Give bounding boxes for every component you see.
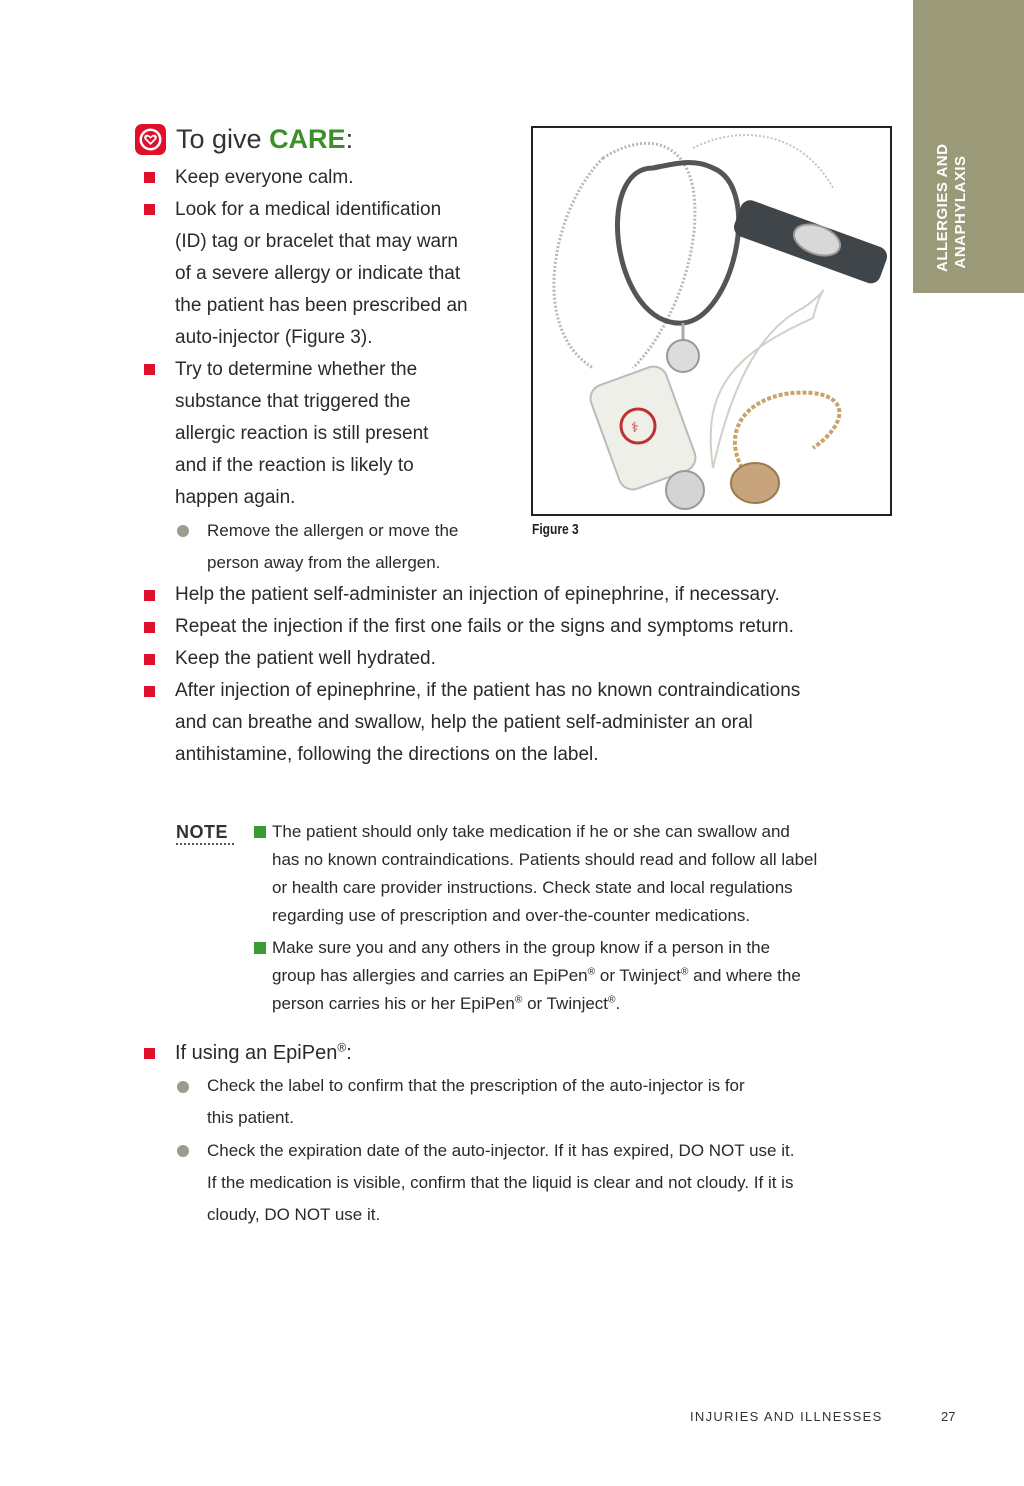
bullet-text: Help the patient self-administer an injection of epinephrine, if necessary. (175, 584, 780, 605)
bullet-text: antihistamine, following the directions on the label. (175, 744, 599, 765)
bullet-square (144, 172, 155, 183)
svg-text:⚕: ⚕ (631, 420, 639, 436)
bullet-text: Keep the patient well hydrated. (175, 648, 436, 669)
sub-bullet-text: cloudy, DO NOT use it. (207, 1205, 381, 1224)
bullet-text: and can breathe and swallow, help the patient self-administer an oral (175, 712, 753, 733)
sub-bullet-text: Remove the allergen or move the (207, 521, 459, 540)
heart-care-icon (134, 123, 167, 156)
medical-id-jewelry-illustration (533, 128, 890, 514)
sub-bullet-dot (177, 1081, 189, 1093)
bullet-text: happen again. (175, 487, 296, 508)
page-number: 27 (941, 1409, 956, 1424)
bullet-square (144, 686, 155, 697)
sub-bullet-text: Check the expiration date of the auto-injector. If it has expired, DO NOT use it. (207, 1141, 795, 1160)
bullet-text: Try to determine whether the (175, 359, 418, 380)
care-heading: To give CARE: (134, 122, 353, 156)
bullet-text: Repeat the injection if the first one fails or the signs and symptoms return. (175, 616, 794, 637)
bullet-square (144, 364, 155, 375)
bullet-square (144, 204, 155, 215)
bullet-text: Look for a medical identification (175, 199, 442, 220)
footer-section-title: INJURIES AND ILLNESSES (690, 1409, 883, 1424)
bullet-text: auto-injector (Figure 3). (175, 327, 373, 348)
sub-bullet-text: person away from the allergen. (207, 553, 441, 572)
bullet-text: and if the reaction is likely to (175, 455, 414, 476)
bullet-text: (ID) tag or bracelet that may warn (175, 231, 458, 252)
sub-bullet-text: If the medication is visible, confirm that the liquid is clear and not cloudy. If it is (207, 1173, 794, 1192)
bullet-square (144, 1048, 155, 1059)
note-label: NOTE (176, 822, 229, 842)
sub-bullet-text: this patient. (207, 1108, 294, 1127)
bullet-text: the patient has been prescribed an (175, 295, 468, 316)
note-text: group has allergies and carries an EpiPen® or Twinject® and where the (272, 966, 801, 985)
sub-bullet-dot (177, 525, 189, 537)
sub-bullet-text: Check the label to confirm that the prescription of the auto-injector is for (207, 1076, 745, 1095)
bullet-text: substance that triggered the (175, 391, 411, 412)
note-text: regarding use of prescription and over-the-counter medications. (272, 906, 751, 925)
note-bullet-square (254, 826, 266, 838)
note-text: or health care provider instructions. Check state and local regulations (272, 878, 793, 897)
bullet-text: Keep everyone calm. (175, 167, 354, 188)
note-bullet-square (254, 942, 266, 954)
side-tab-label: ALLERGIES AND ANAPHYLAXIS (934, 143, 969, 272)
bullet-text: allergic reaction is still present (175, 423, 429, 444)
bullet-square (144, 622, 155, 633)
note-text: The patient should only take medication if he or she can swallow and (272, 822, 790, 841)
epipen-heading: If using an EpiPen®: (175, 1040, 352, 1064)
figure-caption: Figure 3 (532, 521, 579, 538)
bullet-square (144, 590, 155, 601)
bullet-text: of a severe allergy or indicate that (175, 263, 461, 284)
note-text: has no known contraindications. Patients should read and follow all label (272, 850, 818, 869)
bullet-text: After injection of epinephrine, if the patient has no known contraindications (175, 680, 801, 701)
note-text: Make sure you and any others in the group know if a person in the (272, 938, 771, 957)
sub-bullet-dot (177, 1145, 189, 1157)
bullet-square (144, 654, 155, 665)
figure-medical-id-photo (531, 126, 892, 516)
note-text: person carries his or her EpiPen® or Twinject®. (272, 994, 621, 1013)
note-underline (176, 843, 234, 845)
